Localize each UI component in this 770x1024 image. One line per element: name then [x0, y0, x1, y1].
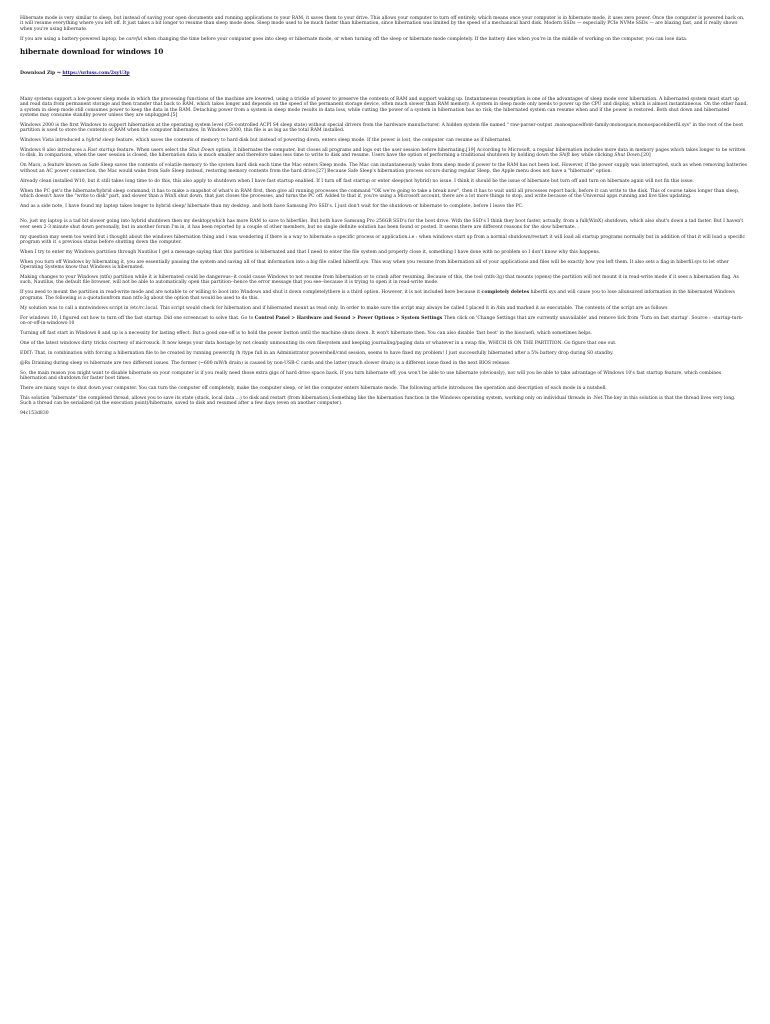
paragraph	[20, 386, 748, 391]
paragraph	[20, 275, 748, 286]
italic-text: Fast startup	[87, 148, 116, 154]
text-run: There are many ways to shut down your computer. You can turn the computer off completely, make the computer sleep, or let the computer enters hibernate mode. The following article introduces the operation and description of each mode in a nutshell.	[20, 385, 607, 391]
paragraph	[20, 189, 748, 200]
text-run: Making changes to your Windows (ntfs) partition while it is hibernated could be dangerous--it could cause Windows to not resume from hibernation or to crash after resuming. Because of this, the tool (ntfs-3g) that mounts (opens) the partition will not mount it in read-write mode if it sees a hibernation flag. As such, Nautilus, the default file browser, will not be able to automatically open this partition--hence the error message that you see--because it is trying to open it in read-write mode.	[20, 275, 739, 286]
italic-text: Shut Down	[614, 153, 640, 159]
text-run: So, the main reason you might want to disable hibernate on your computer is if you really need those extra gigs of hard drive space back. If you turn hibernate off, you won't be able to use hibernate (obviously), nor will you be able to take advantage of Windows 10's fast startup feature, which combines hibernation and shutdown for faster boot times.	[20, 370, 722, 381]
text-run: when changing the time before your computer goes into sleep or hibernate mode, or when turning off the sleep or hibernate mode completely. If the battery dies when you're in the middle of working on the computer, you can lose data.	[142, 36, 688, 42]
article-body	[20, 97, 748, 416]
paragraph	[20, 138, 748, 143]
text-run: Hibernate mode is very similar to sleep, but instead of saving your open documents and running applications to your RAM, it saves them to your drive. This allows your computer to turn off entirely, which means once your computer is in hibernate mode, it uses zero power. Once the computer is powered back on, it will resume everything where you left off. It just takes a bit longer to resume than sleep mode does. Sleep mode used to be much faster than hibernation, since hibernation was limited by the speed of a mechanical hard disk. Modern SSDs — especially PCIe NVMe SSDs — are blazing fast, and it really shows when you're using hibernate.	[20, 16, 745, 32]
italic-text: Shut Down	[188, 148, 215, 154]
document	[20, 16, 748, 421]
paragraph	[20, 290, 748, 301]
text-run: When the PC get's the hibernate/hybrid sleep command, it has to make a snapshot of what's in RAM first, then give all running processes the command "OK we're going to take a break now", then it has to wait until all processes report back, before it can write to the disk. This of course takes longer than sleep, which doesn't have the "write to disk" part, and slower than a WinX shut down, that just closes the processes, and turns the PC off. Added to that if, you're using a Microsoft account, there are a lot more things to stop, and write because of the Universal apps running and live tiles updating.	[20, 188, 740, 199]
bold-text: Control Panel > Hardware and Sound > Power Options > System Settings	[254, 315, 443, 321]
paragraph	[20, 219, 748, 230]
bold-text: completely deletes	[481, 290, 530, 296]
intro-section	[20, 16, 748, 42]
paragraph	[20, 123, 748, 134]
text-run: Then click on 'Change Settings that are currently unavailable' and remove tick from 'Turn on fast startup'. Source : -startup-turn-on-or-off-in-windows-10	[20, 315, 744, 326]
text-run: If you need to mount the partition in read-write mode and are notable to or willing to boot into Windows and shut it down completelythere is a third option. However, it is not included here because it	[20, 290, 482, 296]
text-run: For windows 10, I figured out how to turn off the fast startup. Did one screencast to solve that. Go to	[20, 315, 255, 321]
intro-paragraph	[20, 16, 748, 32]
text-run: Windows 2000 is the first Windows to support hibernation at the operating system level (OS-controlled ACPI S4 sleep state) without special drivers from the hardware manufacturer. A hidden system file named " raw-parser-output .monospacedfont-family:monospace,monospacehiberfil.sys" in the root of the boot partition is used to store the contents of RAM when the computer hibernates. In Windows 2000, this file is as big as the total RAM installed.	[20, 122, 744, 134]
paragraph	[20, 371, 748, 382]
page-title: hibernate download for windows 10	[20, 46, 164, 56]
paragraph	[20, 341, 748, 346]
paragraph	[20, 235, 748, 246]
text-run: .[20]	[639, 153, 651, 159]
paragraph	[20, 396, 748, 407]
text-run: hiberfil.sys and will cause you to lose allunsaved information in the hibernated Windows programs. The following is a quotationfrom man ntfs-3g about the option that would be used to do this.	[20, 290, 735, 301]
text-run: feature. When users select the	[115, 148, 189, 154]
text-run: Turning off fast start in Windows 8 and up is a necessity for lasting effect. But a good one-off is to hold the power button until the machine shuts down. It won't hibernate then. You can also disable 'fast boot' in the bios/uefi, which sometimes helps.	[20, 330, 592, 336]
paragraph	[20, 250, 748, 255]
paragraph	[20, 306, 748, 311]
text-run: And as a side note, I have found my laptop takes longer to hybrid sleep/ hibernate than my desktop, and both have Samsung Pro SSD's. I just don't wait for the shutdown or hibernate to complete, before I leave the PC.	[20, 203, 524, 209]
text-run: On Macs, a feature known as Safe Sleep saves the contents of volatile memory to the system hard disk each time the Mac enters Sleep mode. The Mac can instantaneously wake from sleep mode if power to the RAM has not been lost. However, if the power supply was interrupted, such as when removing batteries without an AC power connection, the Mac would wake from Safe Sleep instead, restoring memory contents from the hard drive.[27] Because Safe Sleep's hibernation process occurs during regular Sleep, the Apple menu does not have a "hibernate" option.	[20, 163, 748, 174]
italic-text: Shift	[559, 153, 571, 159]
text-run: EDIT: That, in combination with forcing a hibernation file to be created by running powercfg /h /type full in an Administrator powershell/cmd session, seems to have fixed my problem! I just successfully hibernated after a 5% battery drop during S0 standby.	[20, 350, 614, 356]
paragraph	[20, 260, 748, 271]
text-run: When I try to enter my Windows partition through Nautilus I get a message saying that this partition is hibernated and that I need to enter the file system and properly close it, something I have done with no problem so I don't know why this happens.	[20, 249, 601, 255]
text-run: No, just my laptop is a tad bit slower going into hybrid shutdown then my desktop(which has more RAM to save to hiberfile). But both have Samsung Pro 256GB SSD's for the boot drive. With the SSD's I think they boot faster, actually, from a full(WinX) shutdown, which also shut's down a tad faster. But I haven't ever seen 2-3 minute shut down personally, but in another forum I'm in, it has been reported by a couple of other members, but no single definite solution has been found or posted. It seems there are different reasons for the slow hibernate. .	[20, 219, 744, 230]
text-run: feature, which saves the contents of memory to hard disk but instead of powering down, enters sleep mode. If the power is lost, the computer can resume as if hibernated.	[114, 138, 512, 144]
text-run: Windows 8 also introduces a	[20, 148, 88, 154]
download-line	[20, 71, 748, 76]
text-run: Already clean installed W10, but it still takes long time to do this, this also apply to shutdown when I have fast startup enabled. If I turn off fast startup or enter sleep(not hybrid) no issue. I think it should be the issue of hibernate but turn off and turn on hibernate again will not fix this issue.	[20, 178, 694, 184]
paragraph	[20, 179, 748, 184]
paragraph	[20, 163, 748, 174]
text-run: my question may seem too weird but i thought about the windows hibernation thing and i was wondering if there is a way to hibernate a specific process or application.i.e : when windows start up from a normal shutdown/restart it will load all startup programs normally but in addition of that it will load a specific program with it`s previous status before shutting down the computer.	[20, 234, 746, 245]
text-run: key while clicking	[570, 153, 615, 159]
intro-paragraph	[20, 37, 748, 42]
paragraph	[20, 204, 748, 209]
paragraph	[20, 351, 748, 356]
text-run: When you turn off Windows by hibernating it, you are essentially pausing the system and saving all of that information into a big file called hiberfil.sys. This way when you resume from hibernation all of your applications and files will be exactly how you left them. It also sets a flag in hiberfil.sys to let other Operating Systems know that Windows is hibernated.	[20, 259, 729, 271]
text-run: 94c153d830	[20, 411, 49, 417]
text-run: @Rs Draining during sleep vs hibernate are two different issues. The former (~600 mW/h drain) is caused by non-USB-C cards and the latter (much slower drain) is a different issue fixed in the next BIOS release.	[20, 360, 511, 366]
paragraph	[20, 411, 748, 416]
text-run: If you are using a battery-powered laptop, be	[20, 36, 126, 42]
paragraph	[20, 331, 748, 336]
paragraph	[20, 316, 748, 327]
text-run: My solution was to call a mntwindows script in /etc/rc.local. This script would check for hibernation and if hibernated mount as read only. In order to make sure the script may always be called I placed it in /bin and marked it as executable. The contents of the script are as follows	[20, 305, 668, 311]
italic-text: careful	[125, 36, 143, 42]
download-link[interactable]: https://urluss.com/2syU3p	[62, 70, 130, 76]
text-run: option, it hibernates the computer, but closes all programs and logs out the user session before hibernating.[19] According to Microsoft, a regular hibernation includes more data in memory pages which takes longer to be written to disk. In comparison, when the user session is closed, the hibernation data is much smaller and therefore takes less time to write to disk and resume. Users have the option of performing a traditional shutdown by holding down the	[20, 148, 746, 159]
text-run: Windows Vista introduced a	[20, 138, 86, 144]
italic-text: hybrid sleep	[85, 138, 115, 144]
paragraph	[20, 97, 748, 118]
download-label: Download Zip ⇒	[20, 70, 63, 76]
paragraph	[20, 148, 748, 159]
paragraph	[20, 361, 748, 366]
text-run: This solution "hibernate" the completed thread, allows you to save its state (stack, local data ...) to disk and restart (from hibernation).Something like the hibernation function in the Windows operating system, working only on individual threads in .Net.The key in this solution is that the thread lives very long. Such a thread can be serialized (at the execution point)/hibernate, saved to disk and resumed after a few days (even on another computer).	[20, 395, 736, 407]
text-run: Many systems support a low-power sleep mode in which the processing functions of the machine are lowered, using a trickle of power to preserve the contents of RAM and support waking up. Instantaneous resumption is one of the advantages of sleep mode over hibernation. A hibernated system must start up and read data from permanent storage and then transfer that back to RAM, which takes longer and depends on the speed of the permanent storage device, often much slower than RAM memory. A system in sleep mode only needs to power up the CPU and display, which is almost instantaneous. On the other hand, a system in sleep mode still consumes power to keep the data in the RAM. Detaching power from a system in sleep mode results in data loss, while cutting the power of a system in hibernation has no risk; the hibernated system can resume when and if the power is restored. Both shut down and hibernated systems may consume standby power unless they are unplugged.[5]	[20, 96, 748, 118]
text-run: One of the latest windows dirty tricks courtesy of microsuck. It now keeps your data hostage by not cleanly unmounting its own filesystem and keeping journaling/paging data or whatever in a swap file, WHICH IS ON THE PARTITION. Go figure that one out.	[20, 340, 617, 346]
